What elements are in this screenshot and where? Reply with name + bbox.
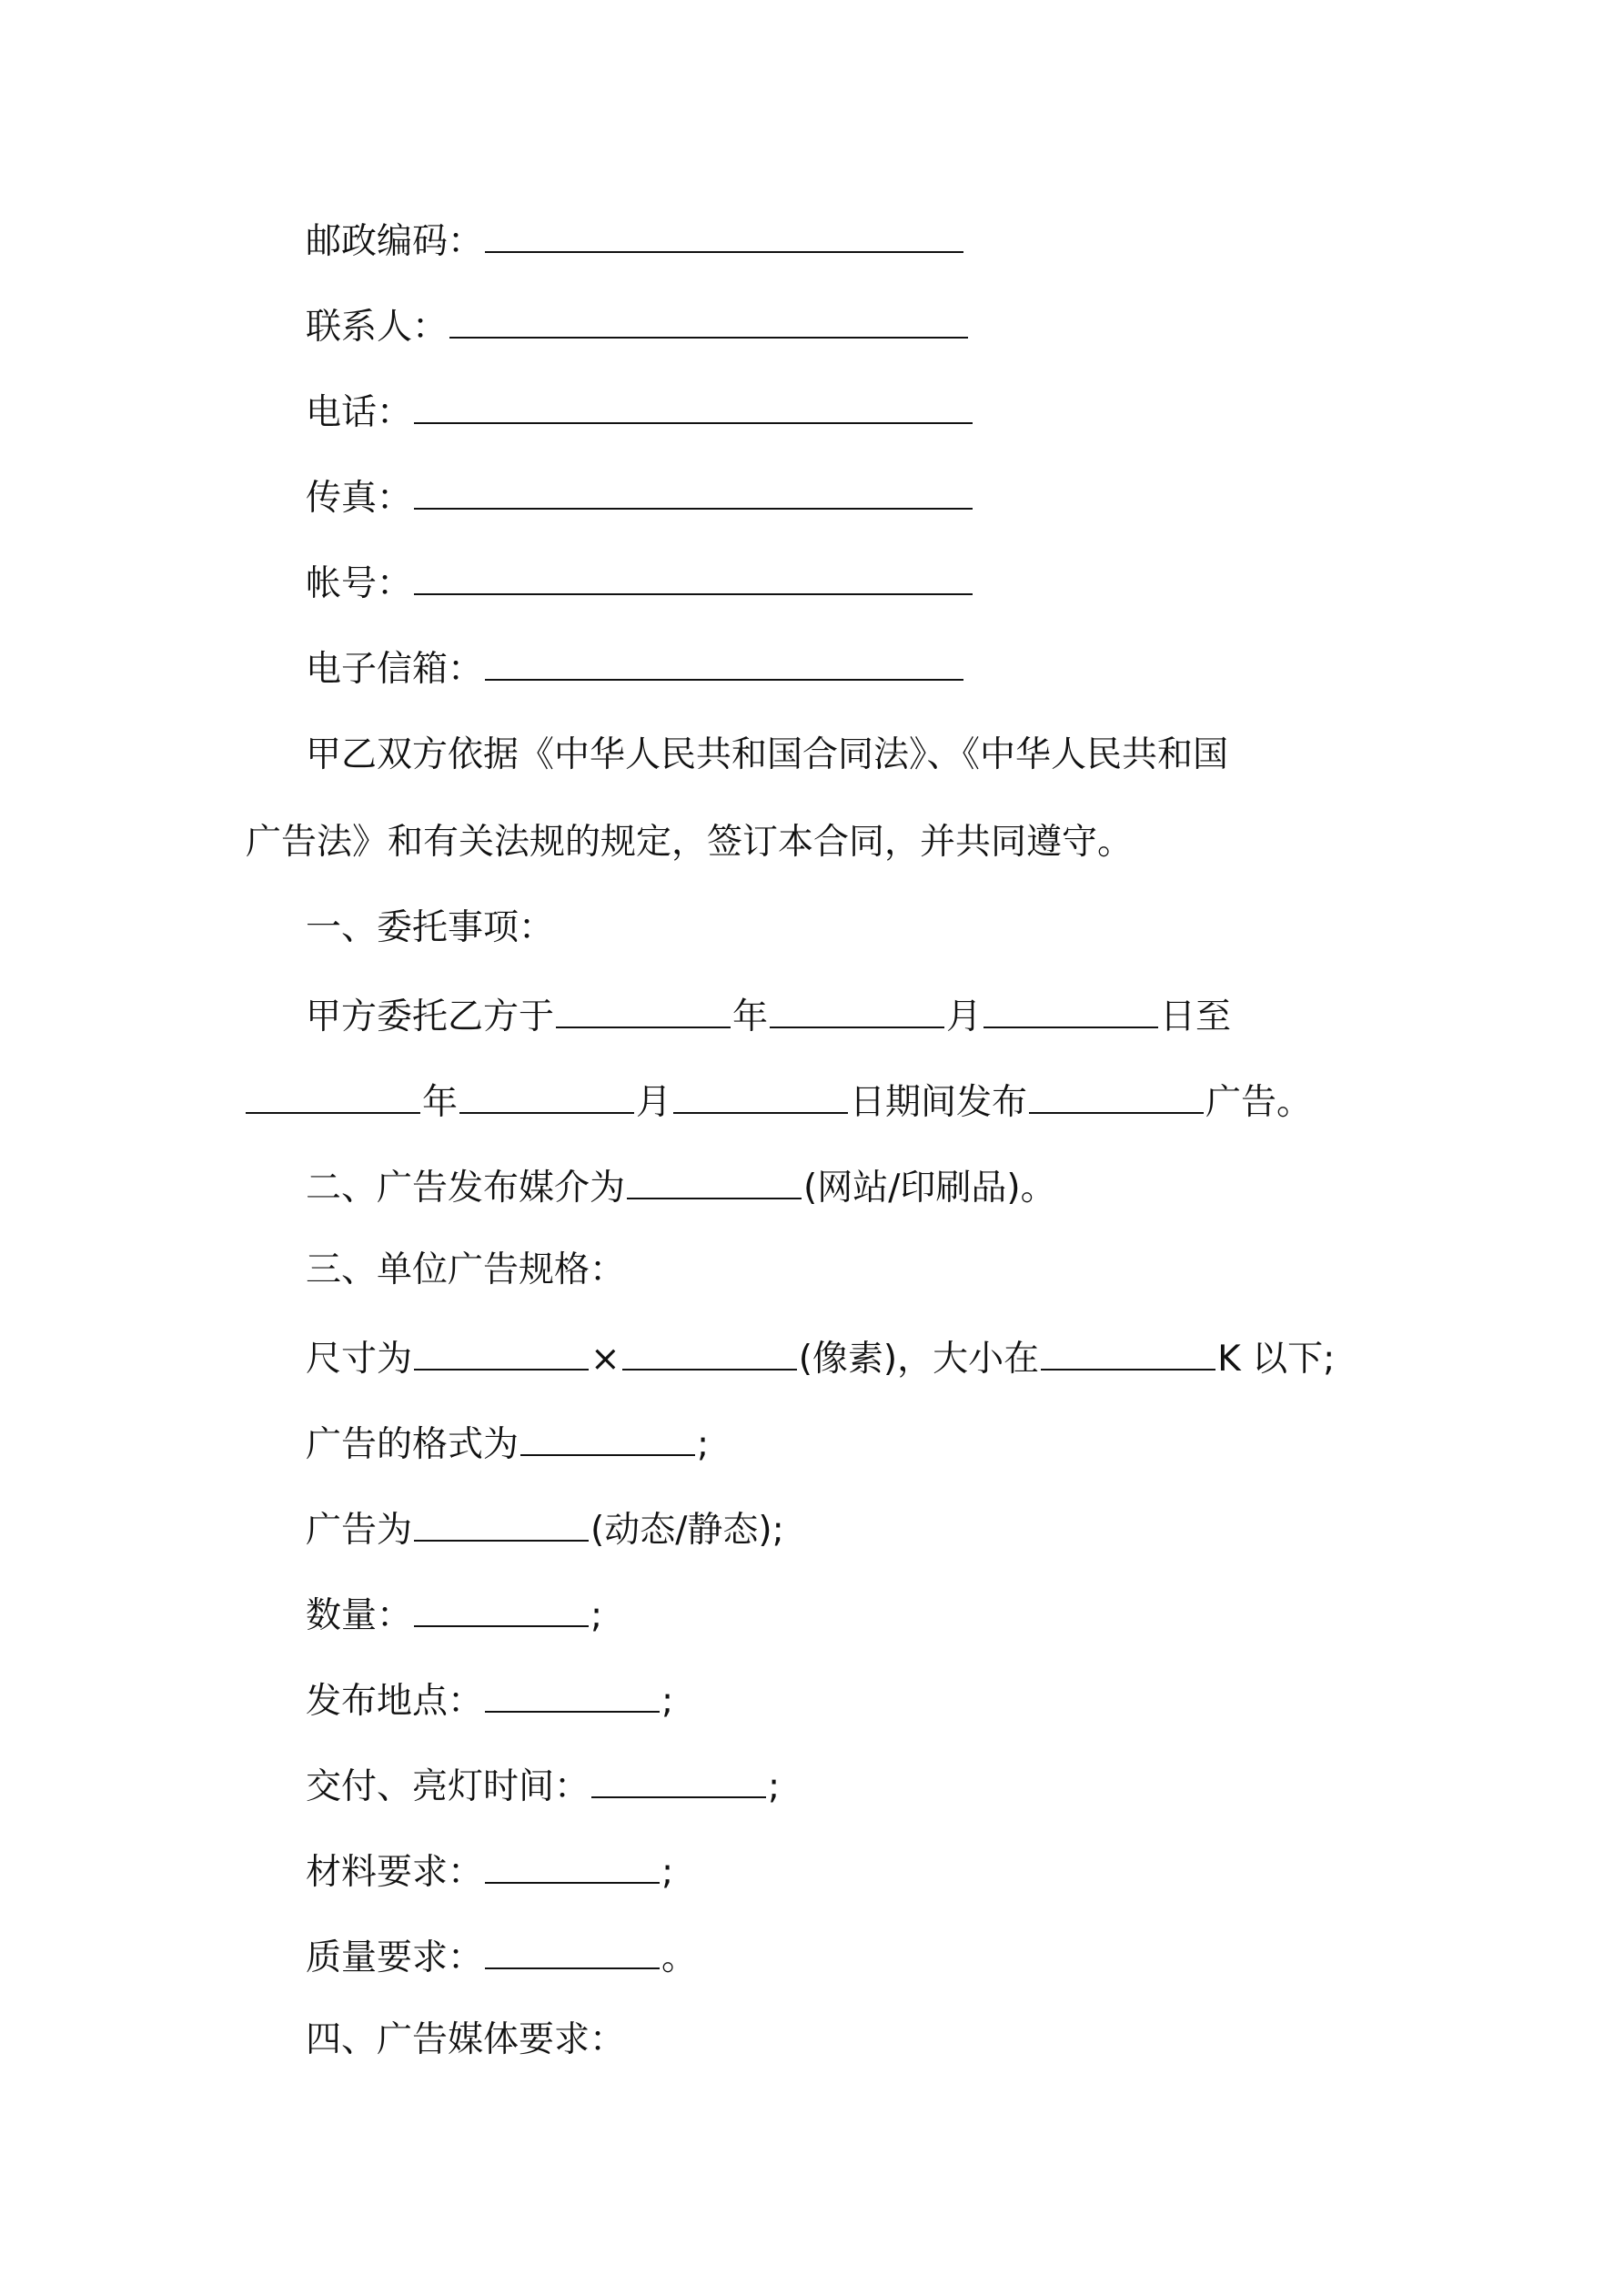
phone-label: 电话： <box>306 392 413 433</box>
filesize-blank[interactable] <box>1041 1329 1215 1371</box>
year-label: 年 <box>732 996 769 1037</box>
section1-line-1 <box>0 986 1624 1041</box>
account-row <box>0 553 1624 608</box>
delivery-row <box>0 1756 1624 1811</box>
media-suffix: (网站/印刷品)。 <box>803 1168 1056 1209</box>
size-mid: (像素)，大小在 <box>798 1339 1040 1380</box>
fax-blank[interactable] <box>414 468 973 510</box>
material-blank[interactable] <box>485 1842 660 1884</box>
phone-row <box>0 382 1624 437</box>
size-prefix: 尺寸为 <box>306 1339 413 1380</box>
intro-line-2: 广告法》和有关法规的规定，签订本合同，并共同遵守。 <box>246 822 1134 863</box>
type-row <box>0 1500 1624 1554</box>
year-label: 年 <box>422 1082 459 1123</box>
section4-title: 四、广告媒体要求： <box>306 2019 626 2060</box>
email-row <box>0 639 1624 693</box>
quality-row <box>0 1927 1624 1982</box>
end-year-blank[interactable] <box>246 1072 420 1114</box>
end-day-blank[interactable] <box>673 1072 848 1114</box>
type-prefix: 广告为 <box>306 1510 413 1551</box>
material-semicolon: ; <box>661 1852 674 1893</box>
section2-line <box>0 1158 1624 1212</box>
section3-title: 三、单位广告规格： <box>306 1249 626 1290</box>
times-sign: × <box>590 1339 620 1380</box>
email-blank[interactable] <box>485 639 963 681</box>
material-label: 材料要求： <box>306 1852 484 1893</box>
type-blank[interactable] <box>414 1500 589 1542</box>
contact-person-blank[interactable] <box>449 297 968 339</box>
place-row <box>0 1671 1624 1725</box>
month-label: 月 <box>946 996 983 1037</box>
commission-prefix: 甲方委托乙方于 <box>306 996 555 1037</box>
end-month-blank[interactable] <box>459 1072 634 1114</box>
quality-label: 质量要求： <box>306 1937 484 1978</box>
material-row <box>0 1842 1624 1896</box>
phone-blank[interactable] <box>414 382 973 424</box>
section1-line-2 <box>0 1072 1624 1127</box>
delivery-label: 交付、亮灯时间： <box>306 1766 590 1807</box>
format-semicolon: ; <box>697 1424 710 1465</box>
quantity-row <box>0 1585 1624 1640</box>
start-month-blank[interactable] <box>770 986 944 1028</box>
start-year-blank[interactable] <box>556 986 731 1028</box>
intro-line-1: 甲乙双方依据《中华人民共和国合同法》、《中华人民共和国 <box>306 734 1229 775</box>
postal-code-label: 邮政编码： <box>306 221 484 262</box>
fax-label: 传真： <box>306 478 413 519</box>
account-label: 帐号： <box>306 563 413 604</box>
type-suffix: (动态/静态); <box>590 1510 784 1551</box>
postal-code-row <box>0 211 1624 266</box>
quantity-blank[interactable] <box>414 1585 589 1627</box>
size-row <box>0 1329 1624 1383</box>
start-day-blank[interactable] <box>983 986 1158 1028</box>
day-period-label: 日期间发布 <box>850 1082 1028 1123</box>
format-prefix: 广告的格式为 <box>306 1424 519 1465</box>
month-label: 月 <box>636 1082 672 1123</box>
fax-row <box>0 468 1624 522</box>
place-label: 发布地点： <box>306 1681 484 1722</box>
quantity-semicolon: ; <box>590 1595 603 1636</box>
postal-code-blank[interactable] <box>485 211 963 253</box>
day-to-label: 日至 <box>1160 996 1232 1037</box>
delivery-blank[interactable] <box>591 1756 766 1798</box>
media-blank[interactable] <box>627 1158 802 1199</box>
width-blank[interactable] <box>414 1329 589 1371</box>
contact-person-label: 联系人： <box>306 307 449 348</box>
format-blank[interactable] <box>520 1414 695 1456</box>
height-blank[interactable] <box>622 1329 797 1371</box>
ad-name-blank[interactable] <box>1029 1072 1204 1114</box>
contact-person-row <box>0 297 1624 351</box>
section1-title: 一、委托事项： <box>306 907 555 948</box>
size-suffix: K 以下; <box>1217 1339 1336 1380</box>
place-semicolon: ; <box>661 1681 674 1722</box>
format-row <box>0 1414 1624 1469</box>
quality-period: 。 <box>661 1937 698 1978</box>
account-blank[interactable] <box>414 553 973 595</box>
email-label: 电子信箱： <box>306 649 484 690</box>
place-blank[interactable] <box>485 1671 660 1713</box>
quality-blank[interactable] <box>485 1927 660 1969</box>
delivery-semicolon: ; <box>768 1766 781 1807</box>
ad-end-label: 广告。 <box>1205 1082 1313 1123</box>
media-prefix: 二、广告发布媒介为 <box>306 1168 626 1209</box>
quantity-label: 数量： <box>306 1595 413 1636</box>
